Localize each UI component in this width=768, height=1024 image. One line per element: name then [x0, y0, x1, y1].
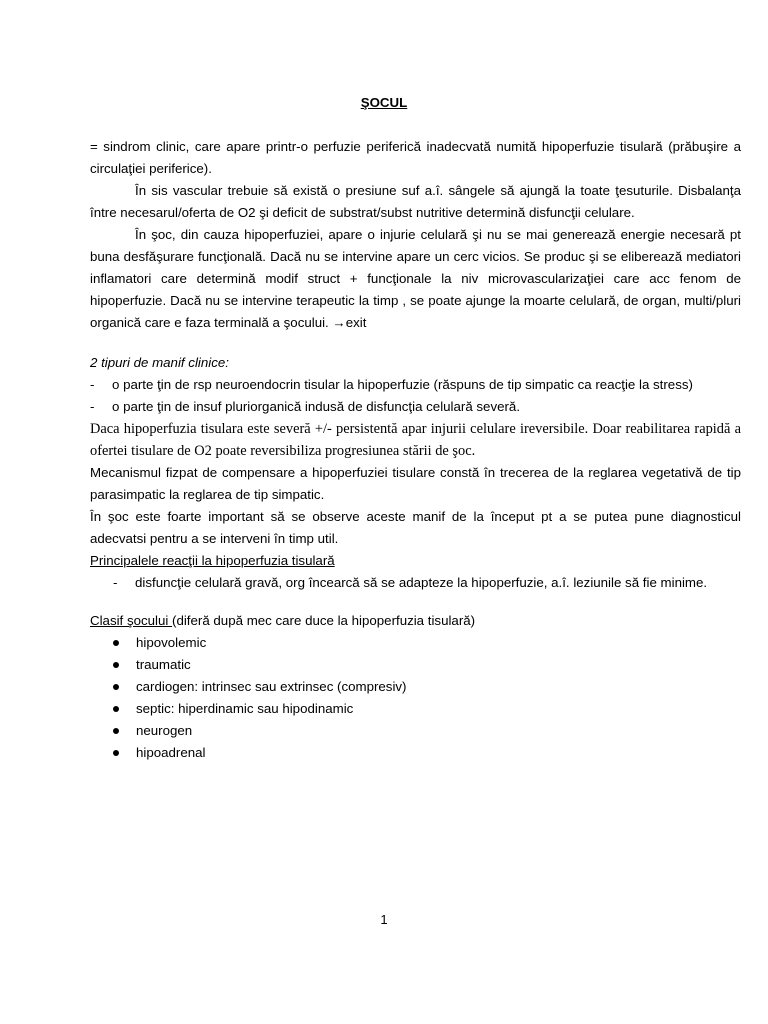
paragraph-shock-mechanism: În şoc, din cauza hipoperfuziei, apare o injurie celulară şi nu se mai generează energie necesară pt buna desfăşurare funcţională. Dacă nu se intervine apare un cerc vicios. Se produc şi se eliberează mediatori inflamatori care determină modif struct + funcţionale la niv microvascularizaţiei care acc fenom de hipoperfuzie. Dacă nu se intervine terapeutic la timp , se poate ajunge la moarte celulară, de organ, multi/pluri organică care e faza terminală a şocului. →exit [90, 227, 741, 330]
reactions-item-text: disfuncţie celulară gravă, org încearcă să se adapteze la hipoperfuzie, a.î. leziunile să fie minime. [135, 575, 708, 590]
bullet-icon [113, 662, 119, 668]
paragraph-importance: În şoc este foarte important să se observe aceste manif de la început pt a se putea pune diagnosticul adecvatsi pentru a se interveni în timp util. [90, 509, 741, 546]
clasif-item-text: hipovolemic [136, 635, 207, 650]
manif-item-text: o parte ţin de insuf pluriorganică indusă de disfuncţia celulară severă. [112, 399, 521, 414]
intro-paragraph: = sindrom clinic, care apare printr-o perfuzie periferică inadecvată numită hipoperfuzie tisulară (prăbuşire a circulaţiei periferice). [90, 139, 741, 176]
reactions-heading: Principalele reacţii la hipoperfuzia tisulară [90, 553, 335, 568]
clasif-list-item [90, 698, 741, 720]
clasif-list-item [90, 632, 741, 654]
page-title: ŞOCUL [360, 95, 408, 110]
dash-marker: - [90, 399, 95, 414]
classification-section [90, 610, 741, 764]
document-body [90, 136, 741, 334]
bullet-icon [113, 728, 119, 734]
manif-list-item [90, 396, 741, 418]
clasif-list-item [90, 720, 741, 742]
clasif-list-item [90, 742, 741, 764]
dash-marker: - [90, 377, 95, 392]
manif-heading: 2 tipuri de manif clinice: [90, 355, 229, 370]
clasif-list [90, 632, 741, 764]
clasif-list-item [90, 676, 741, 698]
bullet-icon [113, 706, 119, 712]
bullet-icon [113, 750, 119, 756]
manif-list-item [90, 374, 741, 396]
bullet-icon [113, 640, 119, 646]
document-body-continued [90, 418, 741, 594]
page-number: 1 [380, 912, 388, 927]
paragraph-pressure: În sis vascular trebuie să există o presiune suf a.î. sângele să ajungă la toate ţesuturile. Disbalanţa între necesarul/oferta de O2 şi deficit de substrat/subst nutritive determină disfuncţii celulare. [90, 183, 741, 220]
paragraph-compensation: Mecanismul fizpat de compensare a hipoperfuziei tisulare constă în trecerea de la reglarea vegetativă de tip parasimpatic la reglarea de tip simpatic. [90, 465, 741, 502]
clasif-heading-line [90, 610, 741, 632]
reactions-list-item [90, 572, 741, 594]
clasif-note: (diferă după mec care duce la hipoperfuzia tisulară) [172, 613, 476, 628]
clasif-item-text: neurogen [136, 723, 193, 738]
paragraph-severe-hypoperfusion: Daca hipoperfuzia tisulara este severă +/- persistentă apar injurii celulare ireversibile. Doar reabilitarea rapidă a ofertei tisulare de O2 poate reversibiliza progresiunea stării de şoc. [90, 421, 741, 459]
clinical-manifestations-section [90, 352, 741, 418]
clasif-list-item [90, 654, 741, 676]
clasif-item-text: traumatic [136, 657, 191, 672]
clasif-item-text: cardiogen: intrinsec sau extrinsec (compresiv) [136, 679, 407, 694]
clasif-item-text: septic: hiperdinamic sau hipodinamic [136, 701, 354, 716]
clasif-item-text: hipoadrenal [136, 745, 206, 760]
bullet-icon [113, 684, 119, 690]
dash-marker: - [113, 575, 118, 590]
clasif-heading: Clasif şocului [90, 613, 173, 628]
manif-item-text: o parte ţin de rsp neuroendocrin tisular la hipoperfuzie (răspuns de tip simpatic ca reacţie la stress) [112, 377, 693, 392]
